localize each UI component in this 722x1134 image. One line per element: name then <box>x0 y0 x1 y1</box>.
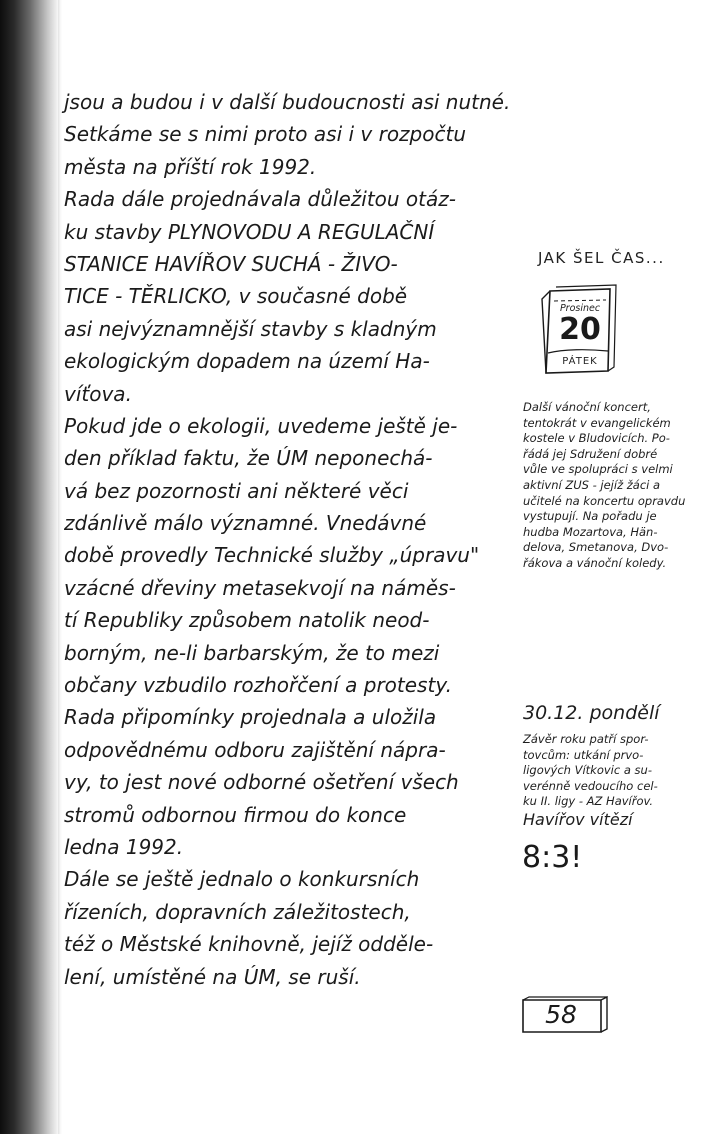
text-line: době provedly Technické služby „úpravu" <box>64 543 480 568</box>
sidebar-line: vystupují. Na pořadu je <box>523 509 657 524</box>
sidebar-line: ku II. ligy - AZ Havířov. <box>523 794 654 809</box>
sidebar-line: hudba Mozartova, Hän- <box>523 524 658 539</box>
text-line: občany vzbudilo rozhořčení a protesty. <box>64 673 452 698</box>
sidebar-line: Další vánoční koncert, <box>523 400 651 414</box>
sidebar-line: řákova a vánoční koledy. <box>523 555 667 570</box>
calendar-day: 20 <box>559 312 601 347</box>
text-line: ku stavby PLYNOVODU A REGULAČNÍ <box>64 219 435 244</box>
text-line: řízeních, dopravních záležitostech, <box>64 899 411 924</box>
match-score: 8:3! <box>522 840 583 875</box>
sidebar-line: řádá jej Sdružení dobré <box>523 446 658 461</box>
text-line: jsou a budou i v další budoucnosti asi nutné. <box>64 90 511 114</box>
sidebar-line: verénně vedoucího cel- <box>523 778 658 793</box>
sidebar-line: Havířov vítězí <box>523 809 633 829</box>
text-line: Rada připomínky projednala a uložila <box>64 705 437 730</box>
text-line: Dále se ještě jednalo o konkursních <box>64 867 420 892</box>
text-line: města na příští rok 1992. <box>64 154 317 179</box>
sidebar-line: Závěr roku patří spor- <box>523 732 649 746</box>
main-handwritten-text <box>64 86 524 993</box>
sidebar-date: 30.12. pondělí <box>523 702 660 724</box>
calendar-month: Prosinec <box>559 303 601 314</box>
text-line: též o Městské knihovně, jejíž odděle- <box>64 932 434 957</box>
sidebar-line: tentokrát v evangelickém <box>523 415 671 430</box>
text-line: stromů odbornou firmou do konce <box>64 802 407 827</box>
text-line: ekologickým dopadem na území Ha- <box>64 349 430 374</box>
page-number-box <box>521 996 609 1036</box>
sidebar-line: vůle ve spolupráci s velmi <box>523 462 673 477</box>
sidebar-line: aktivní ZUS - jejíž žáci a <box>523 477 661 492</box>
text-line: Pokud jde o ekologii, uvedeme ještě je- <box>64 413 458 438</box>
sidebar-line: ligových Vítkovic a su- <box>523 763 652 778</box>
text-line: vá bez pozornosti ani některé věci <box>64 478 409 503</box>
text-line: víťova. <box>64 381 132 406</box>
calendar-page <box>536 283 620 379</box>
book-binding-shadow <box>0 0 60 1134</box>
text-line: lení, umístěné na ÚM, se ruší. <box>64 964 361 989</box>
text-line: vzácné dřeviny metasekvojí na náměs- <box>64 575 456 600</box>
text-line: zdánlivě málo významné. Vnedávné <box>64 511 427 536</box>
text-line: vy, to jest nové odborné ošetření všech <box>64 770 459 795</box>
binding-edge <box>58 0 62 1134</box>
text-line: ledna 1992. <box>64 834 184 859</box>
sidebar-line: kostele v Bludovicích. Po- <box>523 431 670 446</box>
text-line: Setkáme se s nimi proto asi i v rozpočtu <box>64 122 467 147</box>
sidebar-entry-concert <box>523 400 715 572</box>
sidebar-line: delova, Smetanova, Dvo- <box>523 540 669 555</box>
page-number: 58 <box>545 1000 577 1029</box>
text-line: Rada dále projednávala důležitou otáz- <box>64 187 456 212</box>
text-line: asi nejvýznamnější stavby s kladným <box>64 316 437 341</box>
text-line: tí Republiky způsobem natolik neod- <box>64 608 430 633</box>
sidebar-line: učitelé na koncertu opravdu <box>523 493 686 508</box>
sidebar-line: tovcům: utkání prvo- <box>523 747 644 762</box>
text-line: STANICE HAVÍŘOV SUCHÁ - ŽIVO- <box>64 251 398 276</box>
sidebar-heading: JAK ŠEL ČAS... <box>538 249 665 267</box>
text-line: borným, ne-li barbarským, že to mezi <box>64 640 440 665</box>
calendar-weekday: PÁTEK <box>562 356 598 367</box>
text-line: den příklad faktu, že ÚM neponechá- <box>64 446 433 471</box>
text-line: odpovědnému odboru zajištění nápra- <box>64 737 446 762</box>
sidebar-entry-hockey <box>523 732 715 830</box>
text-line: TICE - TĚRLICKO, v současné době <box>64 284 408 309</box>
